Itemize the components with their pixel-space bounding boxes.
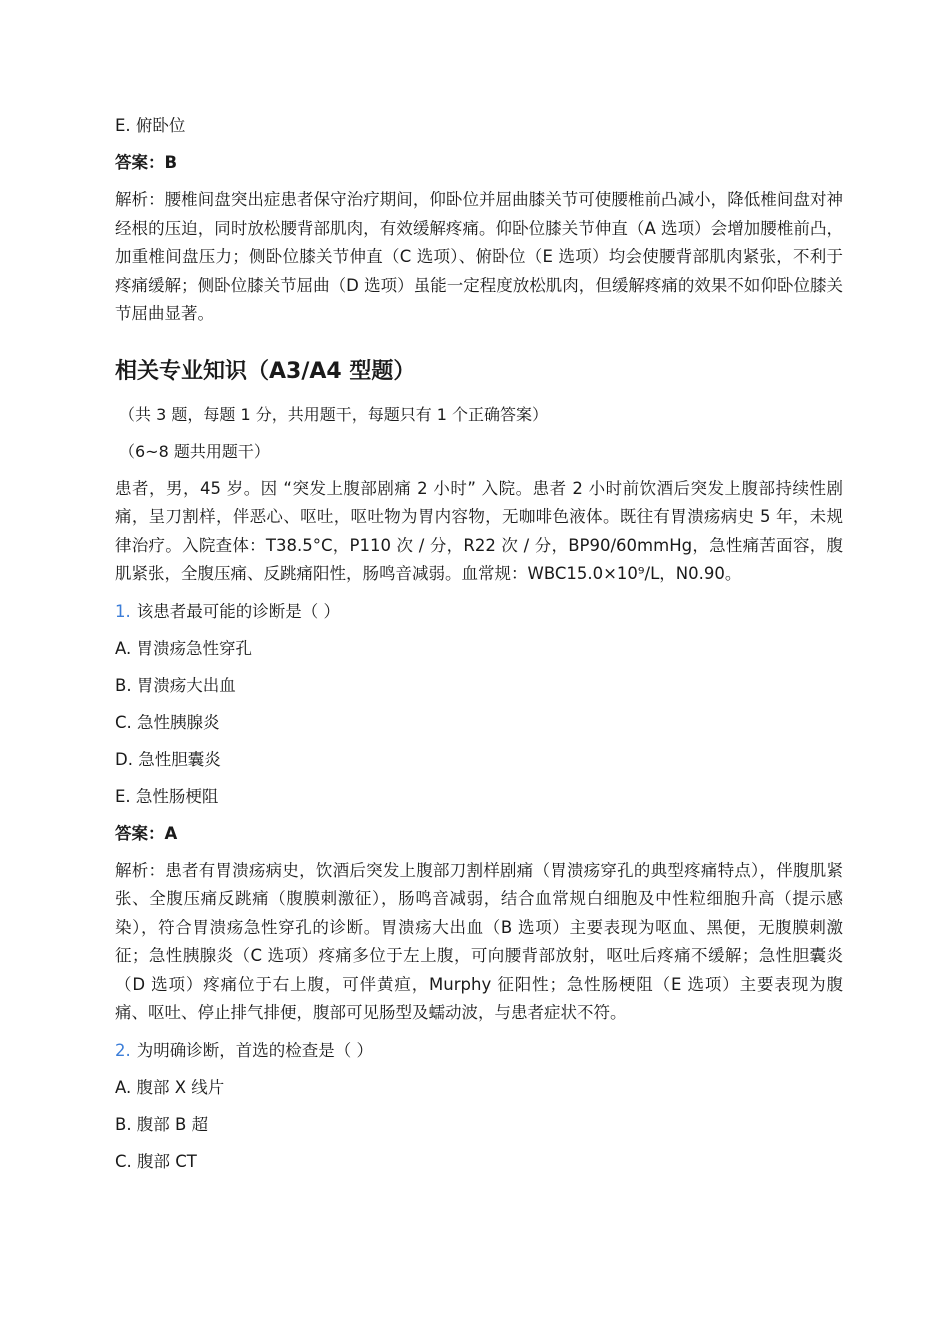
q1-option-d: D. 急性胆囊炎	[115, 749, 221, 769]
question-2	[115, 1037, 843, 1065]
question-1-number: 1.	[115, 601, 131, 621]
section-note-scoring: （共 3 题，每题 1 分，共用题干，每题只有 1 个正确答案）	[119, 404, 549, 424]
question-1	[115, 598, 843, 626]
q1-option-c: C. 急性胰腺炎	[115, 712, 220, 732]
prev-answer: 答案：B	[115, 153, 178, 172]
q2-option-b: B. 腹部 B 超	[115, 1114, 209, 1134]
question-2-number: 2.	[115, 1040, 131, 1060]
q1-option-e: E. 急性肠梗阻	[115, 786, 219, 806]
section-heading: 相关专业知识（A3/A4 型题）	[115, 358, 416, 384]
question-1-text: 该患者最可能的诊断是（ ）	[136, 601, 340, 621]
q1-answer: 答案：A	[115, 823, 178, 843]
q2-option-c: C. 腹部 CT	[115, 1151, 197, 1171]
prev-option-e: E. 俯卧位	[115, 116, 186, 135]
q1-option-b: B. 胃溃疡大出血	[115, 675, 236, 695]
q1-analysis: 解析：患者有胃溃疡病史，饮酒后突发上腹部刀割样剧痛（胃溃疡穿孔的典型疼痛特点），伴腹肌紧张、全腹压痛反跳痛（腹膜刺激征），肠鸣音减弱，结合血常规白细胞及中性粒细胞升高（提示感染），符合胃溃疡急性穿孔的诊断。胃溃疡大出血（B 选项）主要表现为呕血、黑便，无腹膜刺激征；急性胰腺炎（C 选项）疼痛多位于左上腹，可向腰背部放射，呕吐后疼痛不缓解；急性胆囊炎（D 选项）疼痛位于右上腹，可伴黄疸，Murphy 征阳性；急性肠梗阻（E 选项）主要表现为腹痛、呕吐、停止排气排便，腹部可见肠型及蠕动波，与患者症状不符。	[115, 860, 843, 1022]
case-stem: 患者，男，45 岁。因 “突发上腹部剧痛 2 小时” 入院。患者 2 小时前饮酒后突发上腹部持续性剧痛，呈刀割样，伴恶心、呕吐，呕吐物为胃内容物，无咖啡色液体。既往有胃溃疡病史 5 年，未规律治疗。入院查体：T38.5°C，P110 次 / 分，R22 次 / 分，BP90/60mmHg，急性痛苦面容，腹肌紧张，全腹压痛、反跳痛阳性，肠鸣音减弱。血常规：WBC15.0×10⁹/L，N0.90。	[115, 478, 843, 583]
question-2-text: 为明确诊断，首选的检查是（ ）	[136, 1040, 373, 1060]
q2-option-a: A. 腹部 X 线片	[115, 1077, 225, 1097]
q1-option-a: A. 胃溃疡急性穿孔	[115, 638, 252, 658]
section-note-shared-stem: （6~8 题共用题干）	[119, 441, 270, 461]
document-page	[115, 112, 843, 1185]
prev-analysis: 解析：腰椎间盘突出症患者保守治疗期间，仰卧位并屈曲膝关节可使腰椎前凸减小，降低椎间盘对神经根的压迫，同时放松腰背部肌肉，有效缓解疼痛。仰卧位膝关节伸直（A 选项）会增加腰椎前凸，加重椎间盘压力；侧卧位膝关节伸直（C 选项）、俯卧位（E 选项）均会使腰背部肌肉紧张，不利于疼痛缓解；侧卧位膝关节屈曲（D 选项）虽能一定程度放松肌肉，但缓解疼痛的效果不如仰卧位膝关节屈曲显著。	[115, 190, 843, 323]
